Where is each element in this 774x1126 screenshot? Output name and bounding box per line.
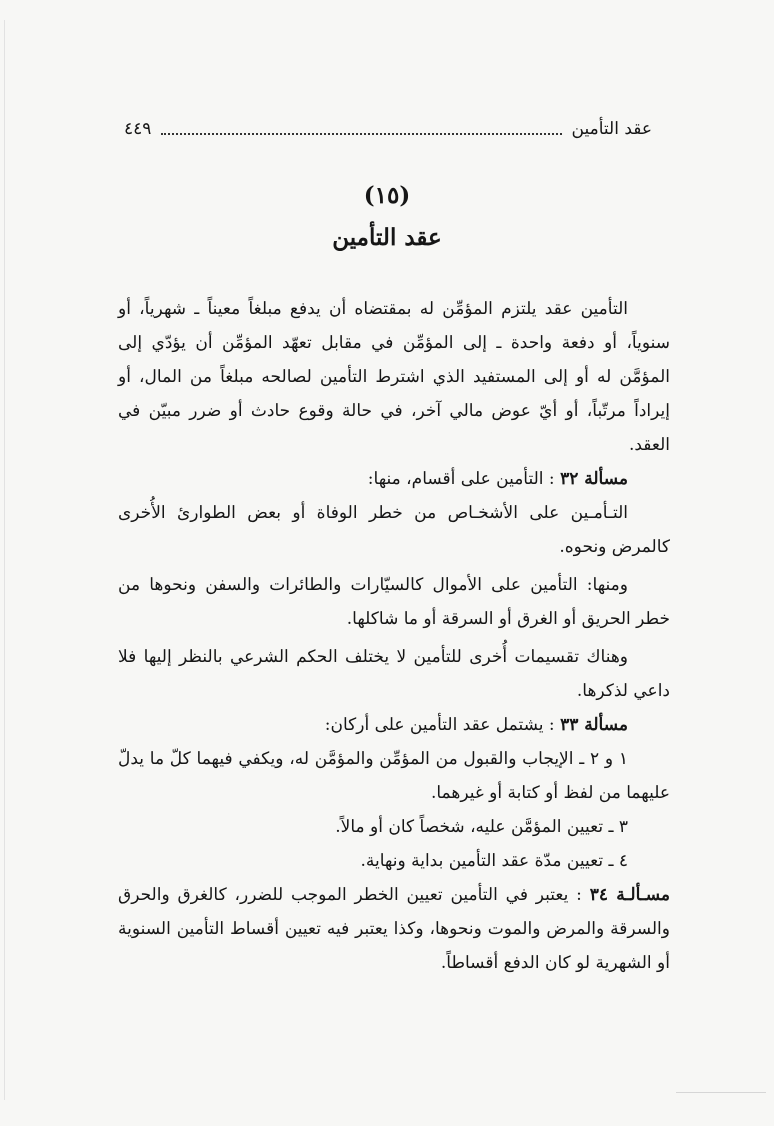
other-types-paragraph: وهناك تقسيمات أُخرى للتأمين لا يختلف الحكم الشرعي بالنظر إليها فلا داعي لذكرها.: [118, 647, 670, 701]
body-text: [118, 292, 670, 980]
issue-33-label: مسألة ٣٣: [560, 715, 628, 735]
issue-33-paragraph: [118, 708, 670, 742]
pillar-item: ٤ ـ تعيين مدّة عقد التأمين بداية ونهاية.: [360, 851, 628, 871]
issue-32-label: مسألة ٣٢: [560, 469, 628, 489]
running-header-leader-dots: [161, 123, 561, 135]
pillar-item: ٣ ـ تعيين المؤمَّن عليه، شخصاً كان أو مالاً.: [335, 817, 628, 837]
pillar-item: ١ و ٢ ـ الإيجاب والقبول من المؤمِّن والمؤمَّن له، ويكفي فيهما كلّ ما يدلّ عليهما من لفظ أو كتابة أو غيرهما.: [118, 749, 670, 803]
running-header: [124, 116, 652, 142]
issue-32-paragraph: [118, 462, 670, 496]
issue-34-paragraph: [118, 878, 670, 980]
intro-paragraph: التأمين عقد يلتزم المؤمِّن له بمقتضاه أن يدفع مبلغاً معيناً ـ شهرياً، أو سنوياً، أو دفعة واحدة ـ إلى المؤمِّن في مقابل تعهّد المؤمِّن أن يؤدّي إلى المؤمَّن له أو إلى المستفيد الذي اشترط التأمين لصالحه مبلغاً من المال، أو إيراداً مرتّباً، أو أيّ عوض مالي آخر، في حالة وقوع حادث أو ضرر مبيّن في العقد.: [118, 299, 670, 455]
page-number: ٤٤٩: [124, 119, 152, 139]
chapter-title: عقد التأمين: [332, 224, 442, 251]
bottom-edge-mark: [676, 1092, 766, 1093]
running-header-title: عقد التأمين: [571, 119, 652, 139]
insurance-type-persons: التـأمـين على الأشخـاص من خطر الوفاة أو بعض الطوارئ الأُخرى كالمرض ونحوه.: [118, 503, 670, 557]
issue-33-text: : يشتمل عقد التأمين على أركان:: [324, 715, 555, 735]
issue-32-text: : التأمين على أقسام، منها:: [367, 469, 555, 489]
chapter-number: (١٥): [363, 182, 411, 209]
issue-34-label: مسـألـة ٣٤: [589, 885, 671, 905]
insurance-type-property: ومنها: التأمين على الأموال كالسيّارات والطائرات والسفن ونحوها من خطر الحريق أو الغرق أو السرقة أو ما شاكلها.: [118, 575, 670, 629]
issue-34-text: : يعتبر في التأمين تعيين الخطر الموجب للضرر، كالغرق والحرق والسرقة والمرض والموت ونحوها، وكذا يعتبر فيه تعيين أقساط التأمين السنوية أو الشهرية لو كان الدفع أقساطاً.: [118, 885, 670, 973]
